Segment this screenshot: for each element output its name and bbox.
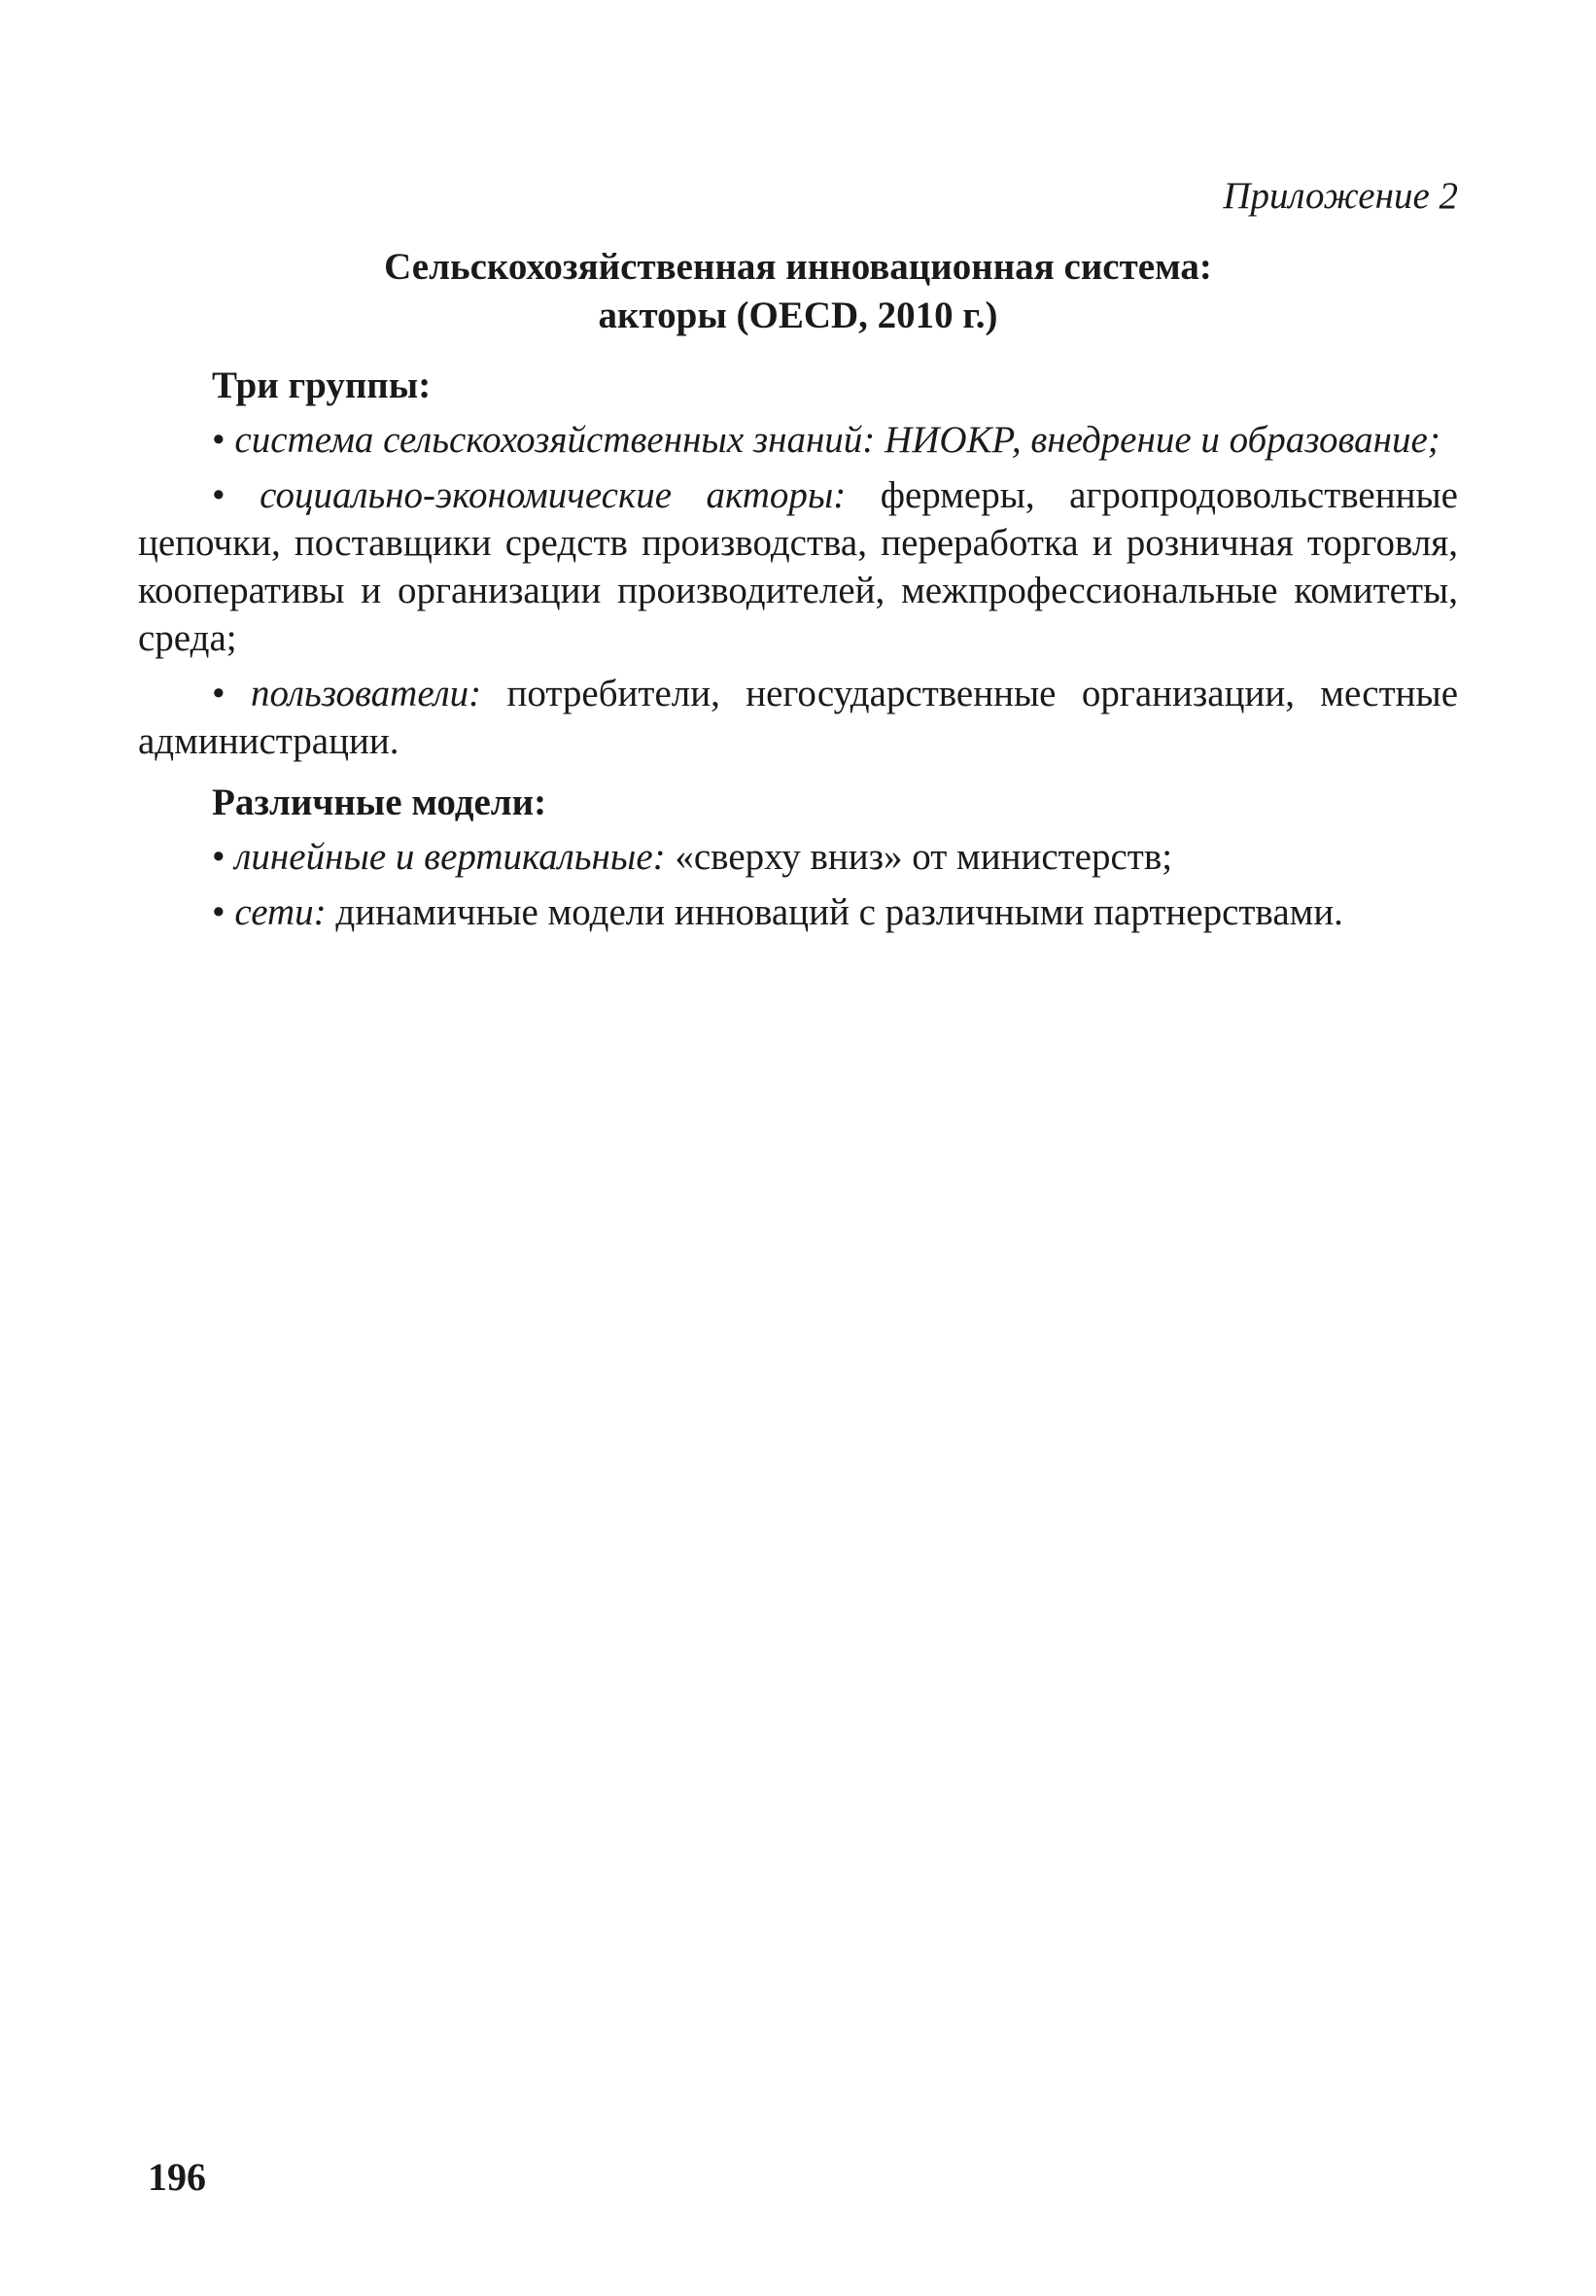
bullet: • <box>212 673 226 714</box>
list-item-linear-vertical <box>138 833 1458 881</box>
page-number: 196 <box>148 2155 206 2199</box>
item-term: социально-экономические акторы: <box>260 474 847 516</box>
item-term: пользователи: <box>251 673 482 714</box>
list-item-users <box>138 670 1458 765</box>
title-line-2: акторы (OECD, 2010 г.) <box>598 295 998 336</box>
item-text: фермеры, агропродовольственные цепочки, поставщики средств производства, переработка и розничная торговля, кооперативы и организации производителей, межпрофессиональные комитеты, среда; <box>138 474 1458 659</box>
item-text: динамичные модели инноваций с различными партнерствами. <box>326 891 1343 933</box>
bullet: • <box>212 836 226 878</box>
item-text: потребители, негосударственные организации, местные администрации. <box>138 673 1459 762</box>
bullet: • <box>212 474 226 516</box>
section-heading-groups: Три группы: <box>212 365 432 406</box>
title-line-1: Сельскохозяйственная инновационная система: <box>384 246 1212 288</box>
item-term: система сельскохозяйственных знаний: НИОКР, внедрение и образование; <box>234 419 1440 461</box>
bullet: • <box>212 891 226 933</box>
item-term: сети: <box>234 891 327 933</box>
bullet: • <box>212 419 226 461</box>
item-term: линейные и вертикальные: <box>234 836 666 878</box>
item-text: «сверху вниз» от министерств; <box>665 836 1173 878</box>
list-item-networks <box>138 888 1458 936</box>
page-title <box>138 243 1458 340</box>
list-item-knowledge-system <box>138 416 1458 464</box>
section-heading-models: Различные модели: <box>212 782 547 823</box>
body-text <box>138 362 1458 944</box>
list-item-socioeconomic-actors <box>138 471 1458 662</box>
appendix-label: Приложение 2 <box>1223 175 1458 217</box>
